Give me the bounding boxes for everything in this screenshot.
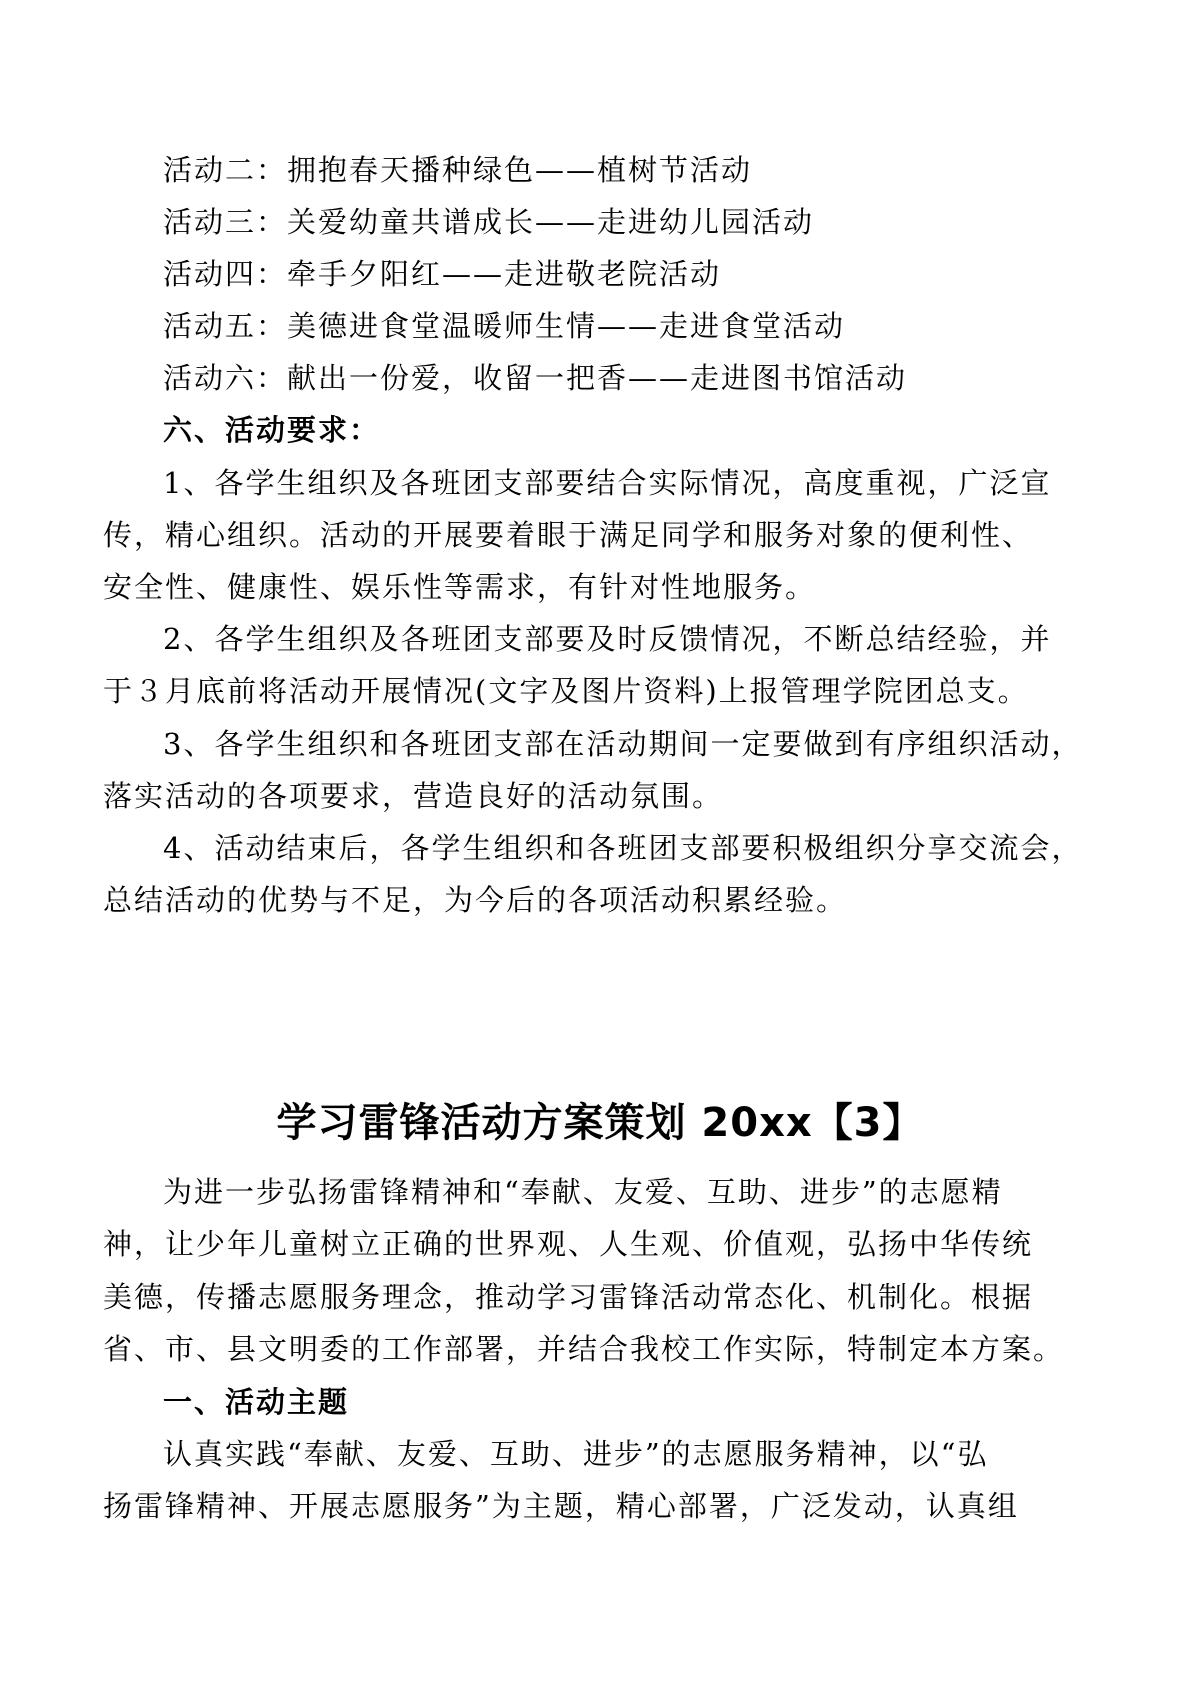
section-heading: 六、活动要求： (163, 413, 381, 447)
activity-item: 活动六：献出一份爱，收留一把香——走进图书馆活动 (163, 361, 908, 395)
section-heading: 一、活动主题 (163, 1385, 350, 1419)
document-title: 学习雷锋活动方案策划 20xx【3】 (276, 1100, 924, 1146)
paragraph-line: 2、各学生组织及各班团支部要及时反馈情况，不断总结经验，并 (163, 622, 1052, 656)
paragraph-line: 传，精心组织。活动的开展要着眼于满足同学和服务对象的便利性、 (103, 518, 1034, 552)
paragraph-line: 总结活动的优势与不足，为今后的各项活动积累经验。 (103, 883, 848, 917)
paragraph-line: 4、活动结束后，各学生组织和各班团支部要积极组织分享交流会， (163, 831, 1083, 865)
paragraph-line: 安全性、健康性、娱乐性等需求，有针对性地服务。 (103, 570, 817, 604)
activity-item: 活动二：拥抱春天播种绿色——植树节活动 (163, 153, 753, 187)
paragraph-line: 神，让少年儿童树立正确的世界观、人生观、价值观，弘扬中华传统 (103, 1227, 1034, 1261)
activity-item: 活动三：关爱幼童共谱成长——走进幼儿园活动 (163, 205, 815, 239)
paragraph-line: 3、各学生组织和各班团支部在活动期间一定要做到有序组织活动， (163, 727, 1083, 761)
paragraph-line: 认真实践“奉献、友爱、互助、进步”的志愿服务精神，以“弘 (163, 1437, 989, 1471)
activity-item: 活动四：牵手夕阳红——走进敬老院活动 (163, 257, 722, 291)
paragraph-line: 美德，传播志愿服务理念，推动学习雷锋活动常态化、机制化。根据 (103, 1280, 1034, 1314)
activity-item: 活动五：美德进食堂温暖师生情——走进食堂活动 (163, 309, 846, 343)
paragraph-line: 省、市、县文明委的工作部署，并结合我校工作实际，特制定本方案。 (103, 1332, 1065, 1366)
paragraph-line: 1、各学生组织及各班团支部要结合实际情况，高度重视，广泛宣 (163, 466, 1052, 500)
paragraph-line: 扬雷锋精神、开展志愿服务”为主题，精心部署，广泛发动，认真组 (103, 1489, 1019, 1523)
paragraph-line: 于３月底前将活动开展情况(文字及图片资料)上报管理学院团总支。 (103, 674, 1029, 708)
paragraph-line: 为进一步弘扬雷锋精神和“奉献、友爱、互助、进步”的志愿精 (163, 1175, 1003, 1209)
paragraph-line: 落实活动的各项要求，营造良好的活动氛围。 (103, 779, 724, 813)
